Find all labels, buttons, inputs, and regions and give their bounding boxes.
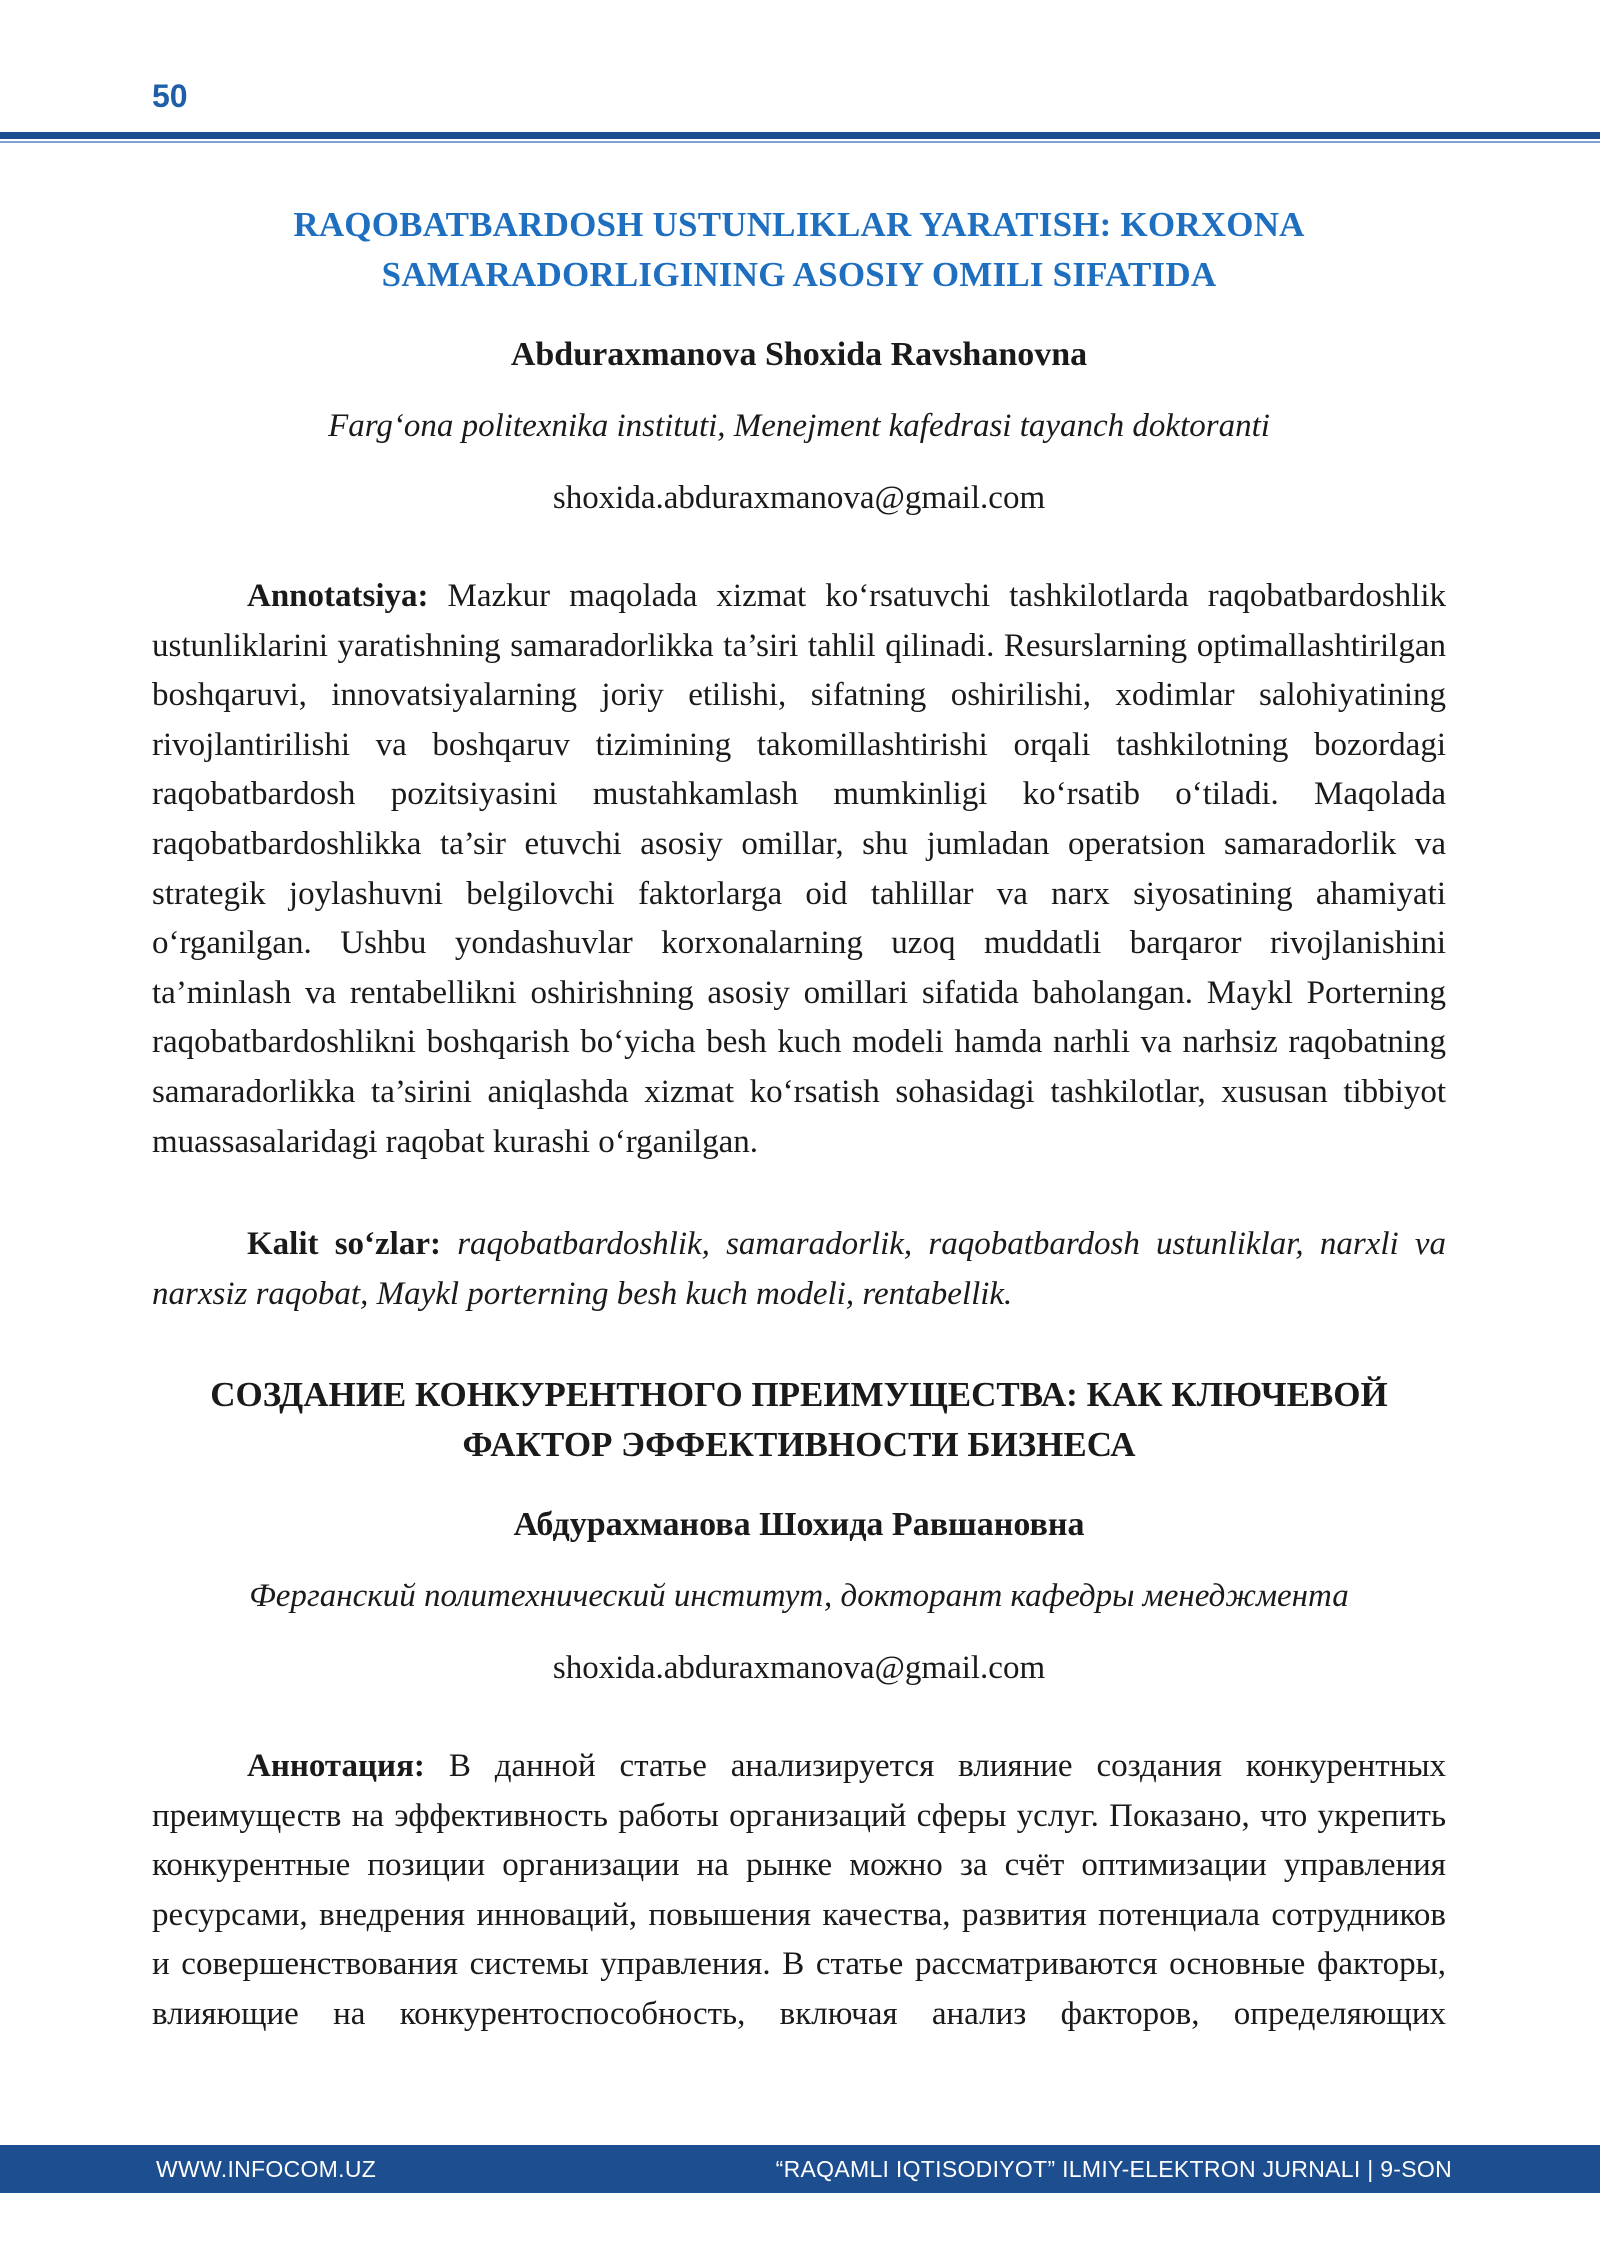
author-email-ru: shoxida.abduraxmanova@gmail.com [552,1650,1046,1686]
author-affiliation-uz: Farg‘ona politexnika instituti, Menejment kafedrasi tayanch doktoranti [328,408,1270,444]
author-affiliation-ru: Ферганский политехнический институт, докторант кафедры менеджмента [249,1578,1349,1614]
abstract-ru [152,1742,1446,2040]
footer-journal-title: “RAQAMLI IQTISODIYOT” ILMIY-ELEKTRON JURNALI | 9-SON [775,2156,1452,2182]
abstract-text-ru: В данной статье анализируется влияние создания конкурентных преимуществ на эффективность работы организаций сферы услуг. Показано, что укрепить конкурентные позиции организации на рынке можно за счёт оптимизации управления ресурсами, внедрения инноваций, повышения качества, развития потенциала сотрудников и совершенствования системы управления. В статье рассматриваются основные факторы, влияющие на конкурентоспособность, включая анализ факторов, определяющих [152,1748,1446,2032]
header-rule [0,132,1600,139]
keywords-text-uz: raqobatbardoshlik, samaradorlik, raqobatbardosh ustunliklar, narxli va narxsiz raqobat, Maykl porterning besh kuch modeli, rentabellik. [152,1226,1447,1312]
article-title-ru: СОЗДАНИЕ КОНКУРЕНТНОГО ПРЕИМУЩЕСТВА: КАК КЛЮЧЕВОЙ ФАКТОР ЭФФЕКТИВНОСТИ БИЗНЕСА [210,1375,1388,1464]
abstract-label-uz: Annotatsiya: [247,578,429,614]
author-name-uz: Abduraxmanova Shoxida Ravshanovna [510,336,1088,373]
author-name-ru: Абдурахманова Шохида Равшановна [513,1506,1085,1543]
abstract-label-ru: Аннотация: [247,1748,425,1784]
footer-website: WWW.INFOCOM.UZ [156,2156,377,2182]
keywords-label-uz: Kalit so‘zlar: [247,1226,441,1262]
header-rule-accent [0,141,1600,143]
author-email-uz: shoxida.abduraxmanova@gmail.com [552,480,1046,516]
article-title-uz: RAQOBATBARDOSH USTUNLIKLAR YARATISH: KORXONA SAMARADORLIGINING ASOSIY OMILI SIFATIDA [293,205,1305,294]
abstract-text-uz: Mazkur maqolada xizmat ko‘rsatuvchi tashkilotlarda raqobatbardoshlik ustunliklarini yaratishning samaradorlikka ta’siri tahlil qilinadi. Resurslarning optimallashtirilgan boshqaruvi, innovatsiyalarning joriy etilishi, sifatning oshirilishi, xodimlar salohiyatining rivojlantirilishi va boshqaruv tizimining takomillashtirishi orqali tashkilotning bozordagi raqobatbardosh pozitsiyasini mustahkamlash mumkinligi ko‘rsatib o‘tiladi. Maqolada raqobatbardoshlikka ta’sir etuvchi asosiy omillar, shu jumladan operatsion samaradorlik va strategik joylashuvni belgilovchi faktorlarga oid tahlillar va narx siyosatining ahamiyati o‘rganilgan. Ushbu yondashuvlar korxonalarning uzoq muddatli barqaror rivojlanishini ta’minlash va rentabellikni oshirishning asosiy omillari sifatida baholangan. Maykl Porterning raqobatbardoshlikni boshqarish bo‘yicha besh kuch modeli hamda narhli va narhsiz raqobatning samaradorlikka ta’sirini aniqlashda xizmat ko‘rsatish sohasidagi tashkilotlar, xususan tibbiyot muassasalaridagi raqobat kurashi o‘rganilgan. [152,578,1447,1160]
keywords-uz [152,1220,1446,1319]
abstract-uz [152,572,1446,1167]
page-number: 50 [152,78,188,114]
